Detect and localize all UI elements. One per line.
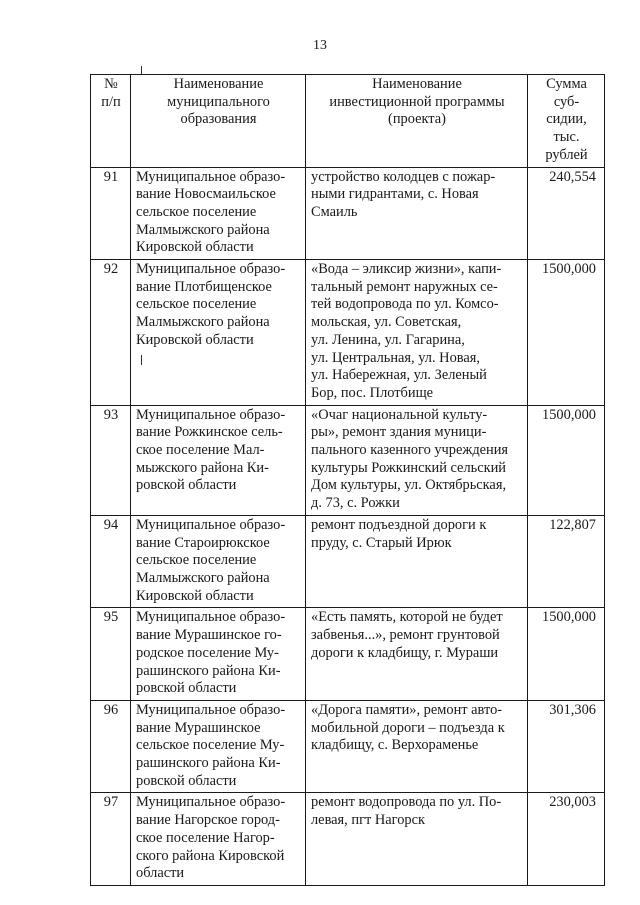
row-number: 95	[91, 608, 131, 701]
program-cell: ремонт водопровода по ул. По- левая, пгт Нагорск	[306, 793, 528, 886]
header-line: сидии,	[546, 111, 587, 128]
header-line: Наименование	[372, 76, 462, 92]
subsidy-sum-cell: 1500,000	[528, 608, 605, 701]
program-cell: «Есть память, которой не будет забвенья...», ремонт грунтовой дороги к кладбищу, г. Мураши	[306, 608, 528, 701]
header-municipality	[131, 75, 306, 168]
table-header-row	[91, 75, 605, 168]
municipality-cell: Муниципальное образо- вание Мурашинское го- родское поселение Му- рашинского района Ки- ровской области	[131, 608, 306, 701]
row-number: 96	[91, 700, 131, 793]
header-line: тыс.	[553, 129, 580, 146]
margin-mark	[141, 66, 142, 74]
row-number: 91	[91, 167, 131, 260]
row-number: 97	[91, 793, 131, 886]
row-number: 93	[91, 405, 131, 515]
header-line: Наименование	[173, 76, 264, 92]
program-cell: ремонт подъездной дороги к пруду, с. Старый Ирюк	[306, 515, 528, 608]
municipality-cell: Муниципальное образо- вание Плотбищенское сельское поселение Малмыжского района Кировской области	[131, 260, 306, 406]
subsidy-table	[90, 74, 605, 886]
header-line: образования	[180, 111, 257, 128]
table-row	[91, 167, 605, 260]
header-number	[91, 75, 131, 168]
header-line: рублей	[545, 146, 588, 163]
header-line: Сумма суб-	[546, 76, 587, 110]
header-line: п/п	[101, 93, 121, 110]
header-line: муниципального	[167, 93, 270, 110]
subsidy-sum-cell: 301,306	[528, 700, 605, 793]
program-cell: «Очаг национальной культу- ры», ремонт здания муници- пального казенного учреждения культуры Рожкинский сельский Дом культуры, ул. Октябрьская, д. 73, с. Рожки	[306, 405, 528, 515]
header-line: инвестиционной программы	[329, 93, 505, 110]
row-number: 92	[91, 260, 131, 406]
header-program	[306, 75, 528, 168]
subsidy-sum-cell: 1500,000	[528, 405, 605, 515]
subsidy-sum-cell: 240,554	[528, 167, 605, 260]
table-row	[91, 405, 605, 515]
program-cell: устройство колодцев с пожар- ными гидрантами, с. Новая Смаиль	[306, 167, 528, 260]
table-row	[91, 700, 605, 793]
subsidy-sum-cell: 230,003	[528, 793, 605, 886]
header-sum	[528, 75, 605, 168]
program-cell: «Вода – эликсир жизни», капи- тальный ремонт наружных се- тей водопровода по ул. Комсо- мольская, ул. Советская, ул. Ленина, ул. Гагарина, ул. Центральная, ул. Новая, ул. Набережная, ул. Зеленый Бор, пос. Плотбище	[306, 260, 528, 406]
subsidy-sum-cell: 122,807	[528, 515, 605, 608]
program-cell: «Дорога памяти», ремонт авто- мобильной дороги – подъезда к кладбищу, с. Верхораменье	[306, 700, 528, 793]
municipality-cell: Муниципальное образо- вание Рожкинское сель- ское поселение Мал- мыжского района Ки- ровской области	[131, 405, 306, 515]
municipality-cell: Муниципальное образо- вание Староирюкское сельское поселение Малмыжского района Кировской области	[131, 515, 306, 608]
page-number: 13	[313, 38, 327, 53]
municipality-cell: Муниципальное образо- вание Новосмаильское сельское поселение Малмыжского района Кировской области	[131, 167, 306, 260]
subsidy-sum-cell: 1500,000	[528, 260, 605, 406]
header-line: (проекта)	[388, 111, 446, 128]
municipality-cell: Муниципальное образо- вание Мурашинское сельское поселение Му- рашинского района Ки- ровской области	[131, 700, 306, 793]
table-row	[91, 515, 605, 608]
header-line: №	[104, 76, 118, 92]
table-row	[91, 608, 605, 701]
table-row	[91, 793, 605, 886]
table-row	[91, 260, 605, 406]
municipality-cell: Муниципальное образо- вание Нагорское город- ское поселение Нагор- ского района Кировской области	[131, 793, 306, 886]
row-number: 94	[91, 515, 131, 608]
